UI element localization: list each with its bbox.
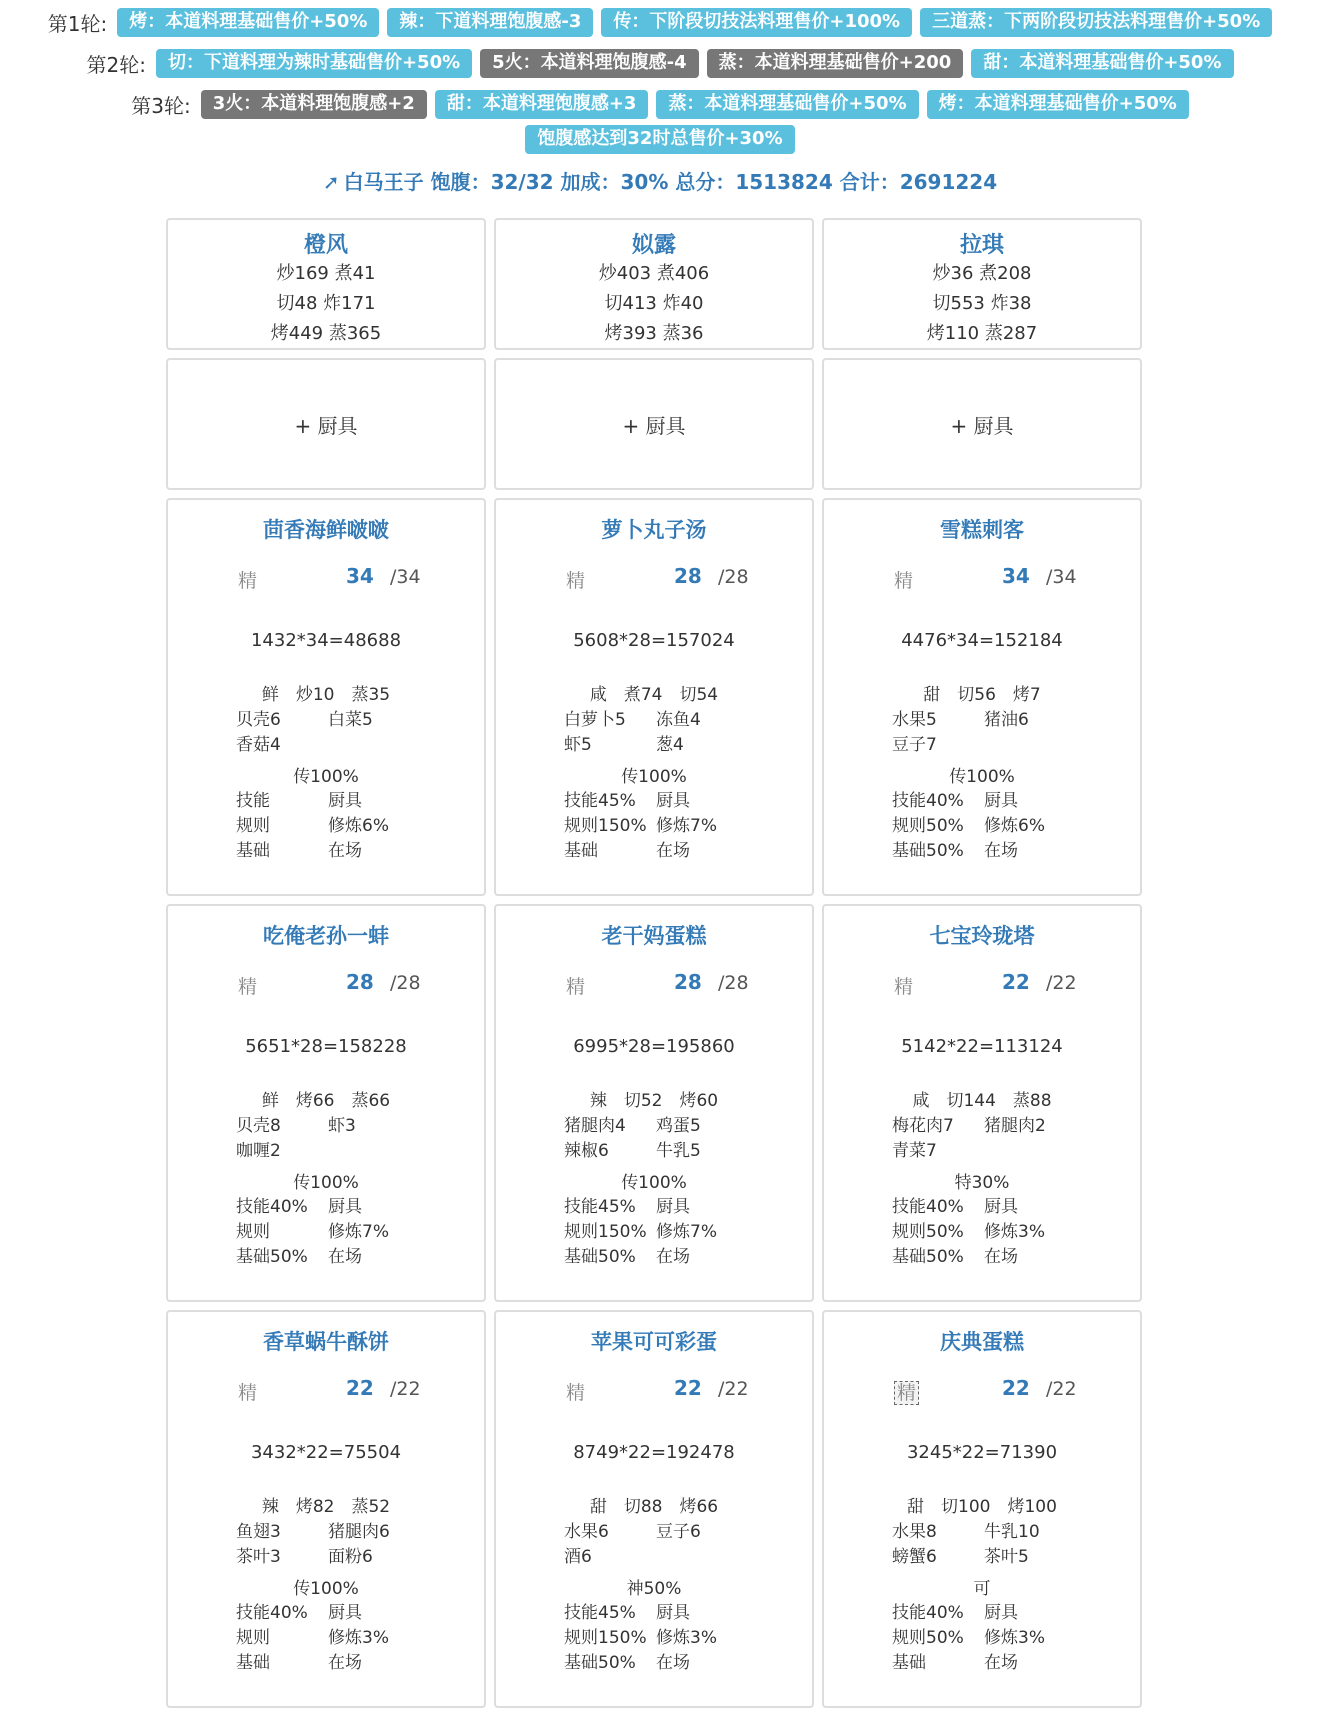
dish-stat: 在场	[656, 1247, 690, 1267]
dish-bonus: 传100%	[949, 767, 1015, 787]
chef-skill-line: 烤449 蒸365	[270, 323, 382, 344]
dish-attributes: 咸 煮74 切54	[589, 685, 719, 705]
dish-card[interactable]	[822, 498, 1142, 896]
ingredient: 贝壳6	[236, 710, 281, 730]
dish-bonus: 传100%	[293, 1579, 359, 1599]
dish-name: 香草蜗牛酥饼	[263, 1330, 389, 1354]
dish-name: 雪糕刺客	[940, 518, 1024, 542]
chef-skill-line: 炒36 煮208	[932, 263, 1032, 284]
dish-price-calc: 8749*22=192478	[573, 1442, 735, 1463]
chef-grid	[166, 218, 1142, 1708]
ingredient: 面粉6	[328, 1547, 373, 1567]
ingredient: 茶叶5	[984, 1547, 1029, 1567]
ingredient: 梅花肉7	[892, 1116, 954, 1136]
dish-stat: 在场	[984, 841, 1018, 861]
dish-name: 庆典蛋糕	[940, 1330, 1024, 1354]
ingredient: 辣椒6	[564, 1141, 609, 1161]
dish-price-calc: 1432*34=48688	[250, 630, 402, 651]
dish-stat: 技能	[236, 791, 270, 811]
ingredient: 螃蟹6	[892, 1547, 937, 1567]
dish-stat: 规则50%	[892, 816, 964, 836]
quality-label[interactable]: 精	[238, 570, 258, 592]
ingredient: 猪腿肉6	[328, 1522, 390, 1542]
dish-stat: 规则150%	[564, 1628, 647, 1648]
dish-stat: 修炼6%	[328, 816, 389, 836]
dish-quantity[interactable]: 34	[1002, 564, 1030, 588]
bonus-tag[interactable]: 传：下阶段切技法料理售价+100%	[601, 8, 912, 37]
ingredient: 水果5	[892, 710, 937, 730]
add-equipment-button[interactable]: + 厨具	[494, 358, 814, 490]
dish-stat: 规则	[236, 1222, 270, 1242]
ingredient: 香菇4	[236, 735, 281, 755]
dish-bonus: 传100%	[293, 1173, 359, 1193]
dish-quantity[interactable]: 28	[346, 970, 374, 994]
dish-stat: 技能40%	[236, 1197, 308, 1217]
ingredient: 咖喱2	[236, 1141, 281, 1161]
chef-name: 拉琪	[959, 233, 1004, 258]
dish-stat: 基础	[236, 1653, 270, 1673]
chef-skill-line: 炒169 煮41	[276, 263, 376, 284]
bonus-tag[interactable]: 甜：本道料理饱腹感+3	[435, 90, 649, 119]
dish-name: 七宝玲珑塔	[929, 924, 1035, 948]
dish-stat: 基础50%	[236, 1247, 308, 1267]
chef-skill-line: 切413 炸40	[604, 293, 704, 314]
dish-name: 苹果可可彩蛋	[591, 1330, 717, 1354]
ingredient: 猪油6	[984, 710, 1029, 730]
round-label: 第1轮:	[47, 12, 108, 36]
dish-stat: 厨具	[656, 1603, 690, 1623]
chef-skill-line: 烤393 蒸36	[604, 323, 704, 344]
dish-stat: 基础50%	[564, 1247, 636, 1267]
dish-card[interactable]	[494, 1310, 814, 1708]
add-equipment-button[interactable]: + 厨具	[166, 358, 486, 490]
dish-stat: 技能40%	[892, 1603, 964, 1623]
ingredient: 白萝卜5	[564, 710, 626, 730]
ingredient: 水果6	[564, 1522, 609, 1542]
dish-name: 萝卜丸子汤	[601, 518, 707, 542]
dish-stat: 修炼7%	[656, 816, 717, 836]
ingredient: 猪腿肉4	[564, 1116, 626, 1136]
dish-stat: 厨具	[328, 1603, 362, 1623]
dish-stat: 在场	[328, 1247, 362, 1267]
dish-attributes: 甜 切100 烤100	[907, 1497, 1057, 1517]
quality-label[interactable]	[894, 1378, 919, 1405]
dish-card[interactable]	[166, 498, 486, 896]
ingredient: 虾5	[564, 735, 592, 755]
ingredient: 水果8	[892, 1522, 937, 1542]
dish-stat: 规则	[236, 1628, 270, 1648]
dish-stat: 技能40%	[892, 791, 964, 811]
dish-stat: 在场	[984, 1653, 1018, 1673]
dish-price-calc: 5608*28=157024	[573, 630, 735, 651]
chef-skill-line: 炒403 煮406	[598, 263, 710, 284]
dish-stat: 修炼3%	[328, 1628, 389, 1648]
dish-stat: 修炼7%	[656, 1222, 717, 1242]
dish-stat: 基础50%	[892, 841, 964, 861]
dish-attributes: 鲜 炒10 蒸35	[261, 685, 391, 705]
summary-text: 白马王子 饱腹：32/32 加成：30% 总分：1513824 合计：2691224	[343, 170, 998, 194]
dish-name: 茴香海鲜啵啵	[263, 518, 389, 542]
dish-attributes: 甜 切88 烤66	[589, 1497, 719, 1517]
dish-quantity[interactable]: 34	[346, 564, 374, 588]
dish-stat: 基础50%	[892, 1247, 964, 1267]
dish-name: 老干妈蛋糕	[601, 924, 707, 948]
dish-stat: 技能40%	[236, 1603, 308, 1623]
ingredient: 葱4	[656, 735, 684, 755]
dish-attributes: 辣 烤82 蒸52	[261, 1497, 391, 1517]
dish-quantity[interactable]: 22	[1002, 970, 1030, 994]
summary-bar	[0, 166, 1320, 195]
bonus-tag[interactable]: 3火：本道料理饱腹感+2	[201, 90, 427, 119]
dish-price-calc: 3245*22=71390	[906, 1442, 1058, 1463]
dish-stat: 厨具	[328, 1197, 362, 1217]
dish-bonus: 可	[973, 1579, 991, 1599]
dish-attributes: 甜 切56 烤7	[923, 685, 1041, 705]
bonus-tag[interactable]: 蒸：本道料理基础售价+50%	[656, 90, 918, 119]
dish-max-quantity: /22	[1046, 972, 1077, 994]
dish-stat: 基础	[236, 841, 270, 861]
dish-stat: 在场	[328, 841, 362, 861]
dish-bonus: 特30%	[954, 1173, 1010, 1193]
ingredient: 青菜7	[892, 1141, 937, 1161]
dish-stat: 技能45%	[564, 1197, 636, 1217]
dish-stat: 修炼7%	[328, 1222, 389, 1242]
dish-bonus: 神50%	[626, 1579, 682, 1599]
dish-stat: 厨具	[984, 791, 1018, 811]
dish-card[interactable]	[494, 498, 814, 896]
dish-stat: 技能45%	[564, 791, 636, 811]
chef-name: 橙风	[303, 233, 348, 258]
ingredient: 虾3	[328, 1116, 356, 1136]
ingredient: 鱼翅3	[236, 1522, 281, 1542]
round-label: 第3轮:	[131, 94, 191, 118]
dish-stat: 厨具	[984, 1197, 1018, 1217]
dish-price-calc: 5142*22=113124	[901, 1036, 1063, 1057]
dish-card[interactable]	[822, 904, 1142, 1302]
ingredient: 猪腿肉2	[984, 1116, 1046, 1136]
dish-max-quantity: /28	[718, 972, 749, 994]
quality-label[interactable]: 精	[566, 570, 586, 592]
quality-label[interactable]: 精	[894, 976, 914, 998]
dish-max-quantity: /22	[718, 1378, 749, 1400]
chef-card[interactable]	[822, 218, 1142, 350]
quality-label[interactable]: 精	[566, 976, 586, 998]
bonus-tag[interactable]: 饱腹感达到32时总售价+30%	[525, 125, 794, 154]
dish-quantity[interactable]: 28	[674, 564, 702, 588]
dish-price-calc: 3432*22=75504	[250, 1442, 402, 1463]
dish-attributes: 鲜 烤66 蒸66	[261, 1091, 391, 1111]
chef-card[interactable]	[166, 218, 486, 350]
dish-name: 吃俺老孙一蚌	[263, 924, 389, 948]
dish-stat: 在场	[328, 1653, 362, 1673]
bonus-tag[interactable]: 烤：本道料理基础售价+50%	[927, 90, 1189, 119]
round-row-2	[0, 49, 1320, 78]
dish-price-calc: 4476*34=152184	[901, 630, 1063, 651]
dish-stat: 基础	[564, 841, 598, 861]
dish-max-quantity: /28	[718, 566, 749, 588]
dish-bonus: 传100%	[621, 1173, 687, 1193]
dish-stat: 规则	[236, 816, 270, 836]
pin-icon: ➚	[322, 170, 340, 194]
ingredient: 鸡蛋5	[656, 1116, 701, 1136]
dish-stat: 厨具	[328, 791, 362, 811]
dish-stat: 规则150%	[564, 1222, 647, 1242]
dish-stat: 厨具	[984, 1603, 1018, 1623]
bonus-tag[interactable]: 5火：本道料理饱腹感-4	[480, 49, 699, 78]
dish-stat: 修炼3%	[984, 1628, 1045, 1648]
quality-label[interactable]: 精	[238, 976, 258, 998]
dish-stat: 修炼3%	[984, 1222, 1045, 1242]
dish-stat: 基础50%	[564, 1653, 636, 1673]
chef-skill-line: 烤110 蒸287	[926, 323, 1038, 344]
round-row-1	[0, 8, 1320, 37]
dish-stat: 在场	[656, 841, 690, 861]
dish-stat: 在场	[656, 1653, 690, 1673]
ingredient: 白菜5	[328, 710, 373, 730]
quality-label[interactable]: 精	[566, 1382, 586, 1404]
dish-stat: 规则150%	[564, 816, 647, 836]
chef-skill-line: 切553 炸38	[932, 293, 1032, 314]
dish-stat: 修炼3%	[656, 1628, 717, 1648]
round-label: 第2轮:	[86, 53, 146, 77]
quality-label[interactable]: 精	[238, 1382, 258, 1404]
dish-quantity[interactable]: 22	[674, 1376, 702, 1400]
dish-stat: 厨具	[656, 1197, 690, 1217]
dish-bonus: 传100%	[293, 767, 359, 787]
dish-bonus: 传100%	[621, 767, 687, 787]
ingredient: 牛乳5	[656, 1141, 701, 1161]
dish-attributes: 辣 切52 烤60	[589, 1091, 719, 1111]
dish-card[interactable]	[166, 1310, 486, 1708]
ingredient: 豆子7	[892, 735, 937, 755]
bonus-tag[interactable]: 烤：本道料理基础售价+50%	[117, 8, 379, 37]
ingredient: 冻鱼4	[656, 710, 701, 730]
ingredient: 豆子6	[656, 1522, 701, 1542]
dish-stat: 规则50%	[892, 1222, 964, 1242]
dish-stat: 厨具	[656, 791, 690, 811]
dish-stat: 基础	[892, 1653, 926, 1673]
round-row-3	[0, 90, 1320, 154]
ingredient: 贝壳8	[236, 1116, 281, 1136]
dish-quantity[interactable]: 22	[1002, 1376, 1030, 1400]
dish-stat: 修炼6%	[984, 816, 1045, 836]
round-bonuses	[0, 0, 1320, 154]
chef-skill-line: 切48 炸171	[276, 293, 376, 314]
dish-stat: 技能40%	[892, 1197, 964, 1217]
chef-card[interactable]	[494, 218, 814, 350]
dish-max-quantity: /34	[390, 566, 421, 588]
quality-label[interactable]: 精	[894, 570, 914, 592]
dish-max-quantity: /34	[1046, 566, 1077, 588]
bonus-tag[interactable]: 蒸：本道料理基础售价+200	[707, 49, 964, 78]
bonus-tag[interactable]: 辣：下道料理饱腹感-3	[387, 8, 593, 37]
dish-price-calc: 6995*28=195860	[573, 1036, 735, 1057]
ingredient: 酒6	[564, 1547, 592, 1567]
dish-quantity[interactable]: 28	[674, 970, 702, 994]
bonus-tag[interactable]: 切：下道料理为辣时基础售价+50%	[156, 49, 472, 78]
dish-price-calc: 5651*28=158228	[245, 1036, 407, 1057]
dish-max-quantity: /28	[390, 972, 421, 994]
dish-stat: 技能45%	[564, 1603, 636, 1623]
ingredient: 茶叶3	[236, 1547, 281, 1567]
chef-name: 姒露	[631, 233, 676, 258]
dish-card[interactable]	[494, 904, 814, 1302]
dish-quantity[interactable]: 22	[346, 1376, 374, 1400]
quality-label-text: 精	[894, 1381, 919, 1405]
ingredient: 牛乳10	[984, 1522, 1040, 1542]
dish-attributes: 咸 切144 蒸88	[912, 1091, 1052, 1111]
bonus-tag[interactable]: 三道蒸：下两阶段切技法料理售价+50%	[920, 8, 1272, 37]
dish-card[interactable]	[822, 1310, 1142, 1708]
dish-max-quantity: /22	[1046, 1378, 1077, 1400]
dish-card[interactable]	[166, 904, 486, 1302]
dish-max-quantity: /22	[390, 1378, 421, 1400]
bonus-tag[interactable]: 甜：本道料理基础售价+50%	[971, 49, 1233, 78]
dish-stat: 在场	[984, 1247, 1018, 1267]
add-equipment-button[interactable]: + 厨具	[822, 358, 1142, 490]
dish-stat: 规则50%	[892, 1628, 964, 1648]
